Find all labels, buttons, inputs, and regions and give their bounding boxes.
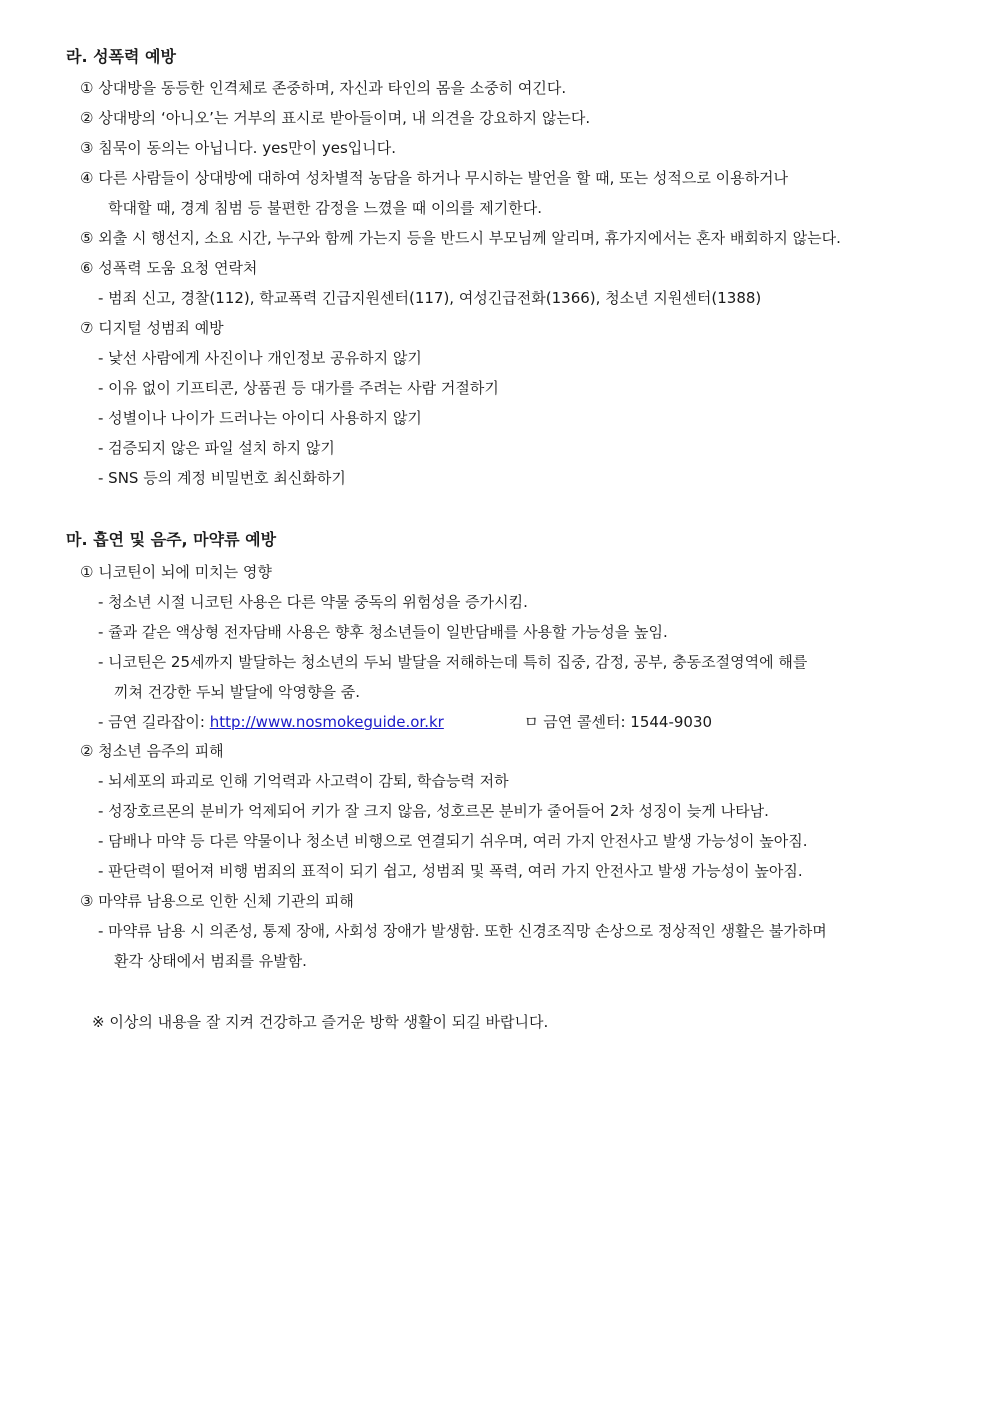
ma-guide-line	[98, 713, 444, 731]
ma-drug-item-1-cont: 환각 상태에서 범죄를 유발함.	[114, 952, 307, 970]
ra-item-5: ⑤ 외출 시 행선지, 소요 시간, 누구와 함께 가는지 등을 반드시 부모님께 알리며, 휴가지에서는 혼자 배회하지 않는다.	[80, 229, 841, 247]
ma-nicotine-title: ① 니코틴이 뇌에 미치는 영향	[80, 563, 272, 581]
ra-item-7: ⑦ 디지털 성범죄 예방	[80, 319, 224, 337]
ma-drinking-item-2: - 성장호르몬의 분비가 억제되어 키가 잘 크지 않음, 성호르몬 분비가 줄어들어 2차 성징이 늦게 나타남.	[98, 802, 769, 820]
ma-drug-title: ③ 마약류 남용으로 인한 신체 기관의 피해	[80, 892, 354, 910]
ra-item-2: ② 상대방의 ‘아니오’는 거부의 표시로 받아들이며, 내 의견을 강요하지 않는다.	[80, 109, 591, 127]
ra-item-7-sub-4: - 검증되지 않은 파일 설치 하지 않기	[98, 439, 335, 457]
ra-item-7-sub-2: - 이유 없이 기프티콘, 상품권 등 대가를 주려는 사람 거절하기	[98, 379, 499, 397]
nosmokeguide-link[interactable]: http://www.nosmokeguide.or.kr	[209, 713, 444, 731]
ra-item-7-sub-3: - 성별이나 나이가 드러나는 아이디 사용하지 않기	[98, 409, 422, 427]
ra-item-4: ④ 다른 사람들이 상대방에 대하여 성차별적 농담을 하거나 무시하는 발언을 할 때, 또는 성적으로 이용하거나	[80, 169, 789, 187]
ma-drug-item-1: - 마약류 남용 시 의존성, 통제 장애, 사회성 장애가 발생함. 또한 신경조직망 손상으로 정상적인 생활은 불가하며	[98, 922, 827, 940]
ra-item-7-sub-5: - SNS 등의 계정 비밀번호 최신화하기	[98, 469, 346, 487]
ma-drinking-item-1: - 뇌세포의 파괴로 인해 기억력과 사고력이 감퇴, 학습능력 저하	[98, 772, 509, 790]
ra-item-3: ③ 침묵이 동의는 아닙니다. yes만이 yes입니다.	[80, 139, 397, 157]
ma-nicotine-item-2: - 쥴과 같은 액상형 전자담배 사용은 향후 청소년들이 일반담배를 사용할 가능성을 높임.	[98, 623, 668, 641]
closing-note: ※ 이상의 내용을 잘 지켜 건강하고 즐거운 방학 생활이 되길 바랍니다.	[92, 1013, 549, 1031]
ma-nicotine-item-3-cont: 끼쳐 건강한 두뇌 발달에 악영향을 줌.	[114, 683, 360, 701]
section-heading-ma: 마. 흡연 및 음주, 마약류 예방	[66, 530, 277, 549]
ma-drinking-item-4: - 판단력이 떨어져 비행 범죄의 표적이 되기 쉽고, 성범죄 및 폭력, 여러 가지 안전사고 발생 가능성이 높아짐.	[98, 862, 803, 880]
ma-callcenter: ㅁ 금연 콜센터: 1544-9030	[524, 713, 713, 731]
ra-item-6-contacts: - 범죄 신고, 경찰(112), 학교폭력 긴급지원센터(117), 여성긴급전화(1366), 청소년 지원센터(1388)	[98, 289, 762, 307]
section-heading-ra: 라. 성폭력 예방	[66, 47, 176, 66]
ma-nicotine-item-3: - 니코틴은 25세까지 발달하는 청소년의 두뇌 발달을 저해하는데 특히 집중, 감정, 공부, 충동조절영역에 해를	[98, 653, 808, 671]
ma-drinking-item-3: - 담배나 마약 등 다른 약물이나 청소년 비행으로 연결되기 쉬우며, 여러 가지 안전사고 발생 가능성이 높아짐.	[98, 832, 808, 850]
ma-nicotine-item-1: - 청소년 시절 니코틴 사용은 다른 약물 중독의 위험성을 증가시킴.	[98, 593, 528, 611]
ra-item-7-sub-1: - 낯선 사람에게 사진이나 개인정보 공유하지 않기	[98, 349, 422, 367]
ra-item-4-cont: 학대할 때, 경계 침범 등 불편한 감정을 느꼈을 때 이의를 제기한다.	[108, 199, 542, 217]
ma-guide-label: - 금연 길라잡이:	[98, 713, 210, 731]
ra-item-1: ① 상대방을 동등한 인격체로 존중하며, 자신과 타인의 몸을 소중히 여긴다.	[80, 79, 567, 97]
ra-item-6: ⑥ 성폭력 도움 요청 연락처	[80, 259, 258, 277]
ma-drinking-title: ② 청소년 음주의 피해	[80, 742, 224, 760]
